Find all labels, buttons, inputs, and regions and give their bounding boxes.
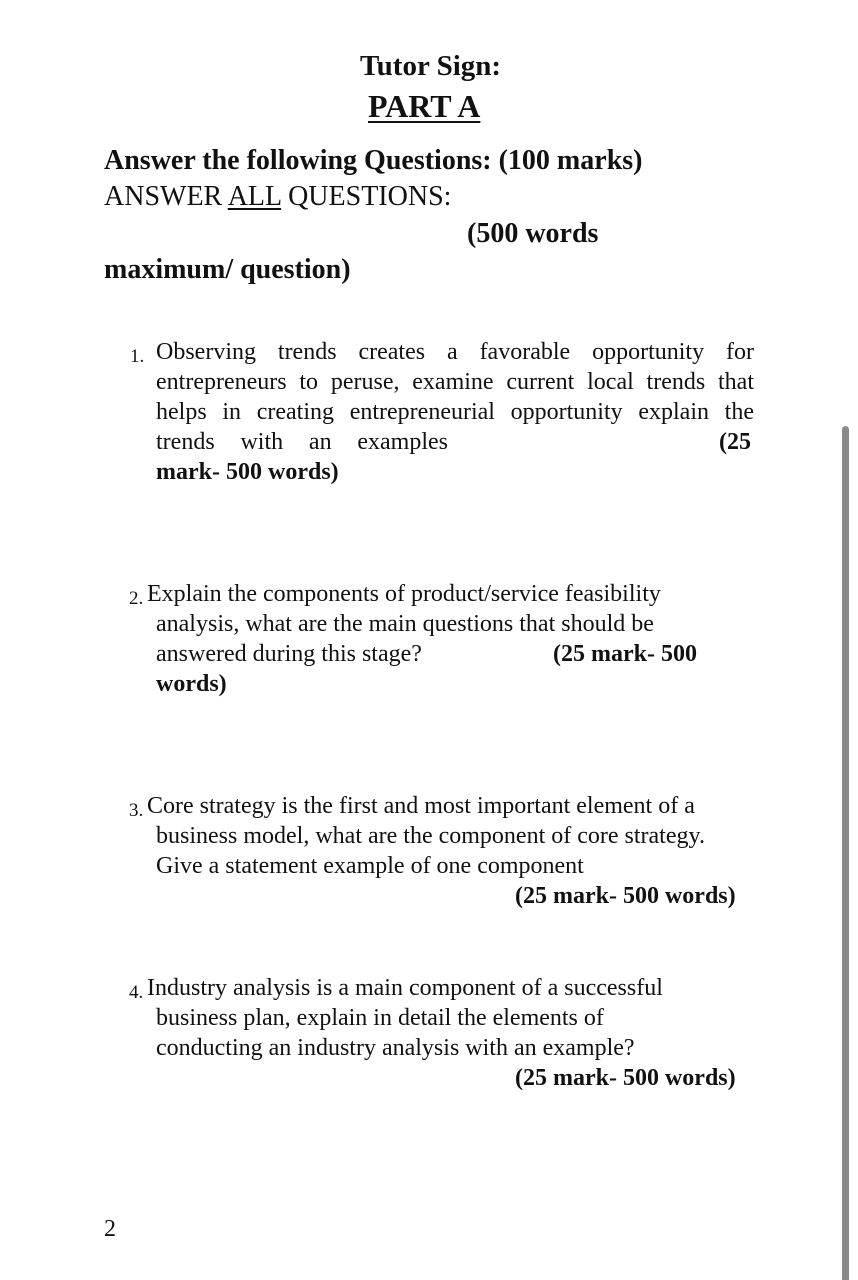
vertical-scrollbar[interactable] [842, 426, 849, 1280]
question-marks: (25 mark- 500 words) [515, 1065, 736, 1091]
question-text-line: answered during this stage? [156, 641, 422, 667]
word-limit-part2: maximum/ question) [104, 254, 351, 285]
question-text-line: Industry analysis is a main component of a successful [147, 975, 663, 1001]
question-number: 1. [130, 346, 145, 367]
question-text-line: Core strategy is the first and most important element of a [147, 793, 695, 819]
question-text-line: Give a statement example of one component [156, 853, 584, 879]
question-text-line: Observing trends creates a favorable opportunity for [156, 339, 754, 365]
answer-suffix: QUESTIONS: [281, 181, 452, 212]
tutor-sign-label: Tutor Sign: [360, 50, 502, 82]
question-number: 4. [129, 982, 144, 1003]
question-marks: (25 mark- 500 [553, 641, 697, 667]
question-text-line: entrepreneurs to peruse, examine current local trends that [156, 369, 754, 395]
question-text-line: trends with an examples [156, 429, 448, 455]
question-text-line: business plan, explain in detail the elements of [156, 1005, 604, 1031]
part-heading: PART A [368, 88, 481, 124]
answer-all-instruction [104, 181, 451, 213]
page-number: 2 [104, 1216, 116, 1242]
question-marks: (25 [719, 429, 751, 455]
question-marks: mark- 500 words) [156, 459, 339, 485]
question-text-line: conducting an industry analysis with an example? [156, 1035, 635, 1061]
question-marks: (25 mark- 500 words) [515, 883, 736, 909]
question-number: 2. [129, 588, 144, 609]
question-number: 3. [129, 800, 144, 821]
all-emphasis: ALL [227, 181, 282, 212]
question-text-line: helps in creating entrepreneurial opportunity explain the [156, 399, 754, 425]
question-marks: words) [156, 671, 227, 697]
answer-prefix: ANSWER [104, 181, 228, 212]
question-text-line: Explain the components of product/service feasibility [147, 581, 661, 607]
instructions-heading: Answer the following Questions: (100 marks) [104, 145, 643, 176]
word-limit-part1: (500 words [467, 218, 599, 249]
question-text-line: analysis, what are the main questions that should be [156, 611, 654, 637]
question-text-line: business model, what are the component of core strategy. [156, 823, 705, 849]
